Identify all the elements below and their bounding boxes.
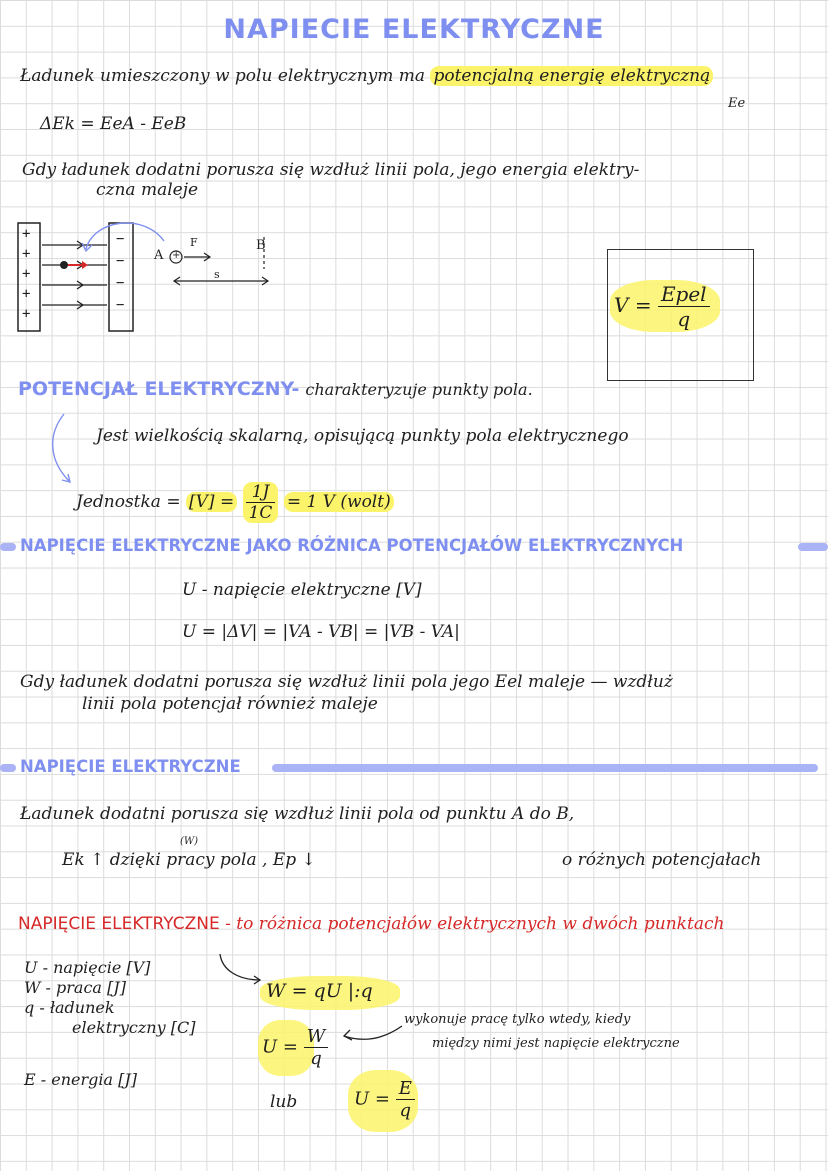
note-arrow: [336, 1018, 406, 1048]
section3-text-3: o różnych potencjałach: [562, 850, 762, 870]
section2-bar-left: [0, 543, 16, 551]
definition-heading: NAPIĘCIE ELEKTRYCZNE: [18, 914, 220, 934]
force-label: F: [190, 236, 198, 249]
intro-line-1: [20, 66, 713, 86]
definition-row: [18, 914, 724, 934]
unit-label: Jednostka =: [76, 492, 181, 512]
curved-arrow: [44, 410, 84, 490]
potential-description: Jest wielkością skalarną, opisującą punkty pola elektrycznego: [96, 426, 629, 446]
minus-signs: − − − −: [116, 231, 125, 313]
unit-result: = 1 V (wolt): [284, 492, 394, 512]
section3-text-2: Ek ↑ dzięki pracy pola , Ep ↓: [62, 850, 316, 870]
unit-row: [76, 482, 394, 523]
section2-text-1: Gdy ładunek dodatni porusza się wzdłuż linii pola jego Eel maleje — wzdłuż: [20, 672, 673, 692]
section3-bar-left: [0, 764, 16, 772]
potential-heading: POTENCJAŁ ELEKTRYCZNY-: [18, 378, 300, 400]
section2-text-2: linii pola potencjał również maleje: [82, 694, 378, 714]
note-line-1: wykonuje pracę tylko wtedy, kiedy: [404, 1012, 631, 1027]
page-title: NAPIECIE ELEKTRYCZNE: [223, 14, 605, 45]
point-b-label: B: [256, 238, 266, 253]
unit-bracket: [V] =: [186, 492, 237, 512]
point-a-label: A: [154, 248, 164, 263]
intro-highlight: potencjalną energię elektryczną: [430, 66, 713, 86]
u-formula: U = |ΔV| = |VA - VB| = |VB - VA|: [182, 622, 460, 642]
potential-heading-row: [18, 378, 533, 400]
field-lines: [42, 241, 107, 309]
intro-line-2b: czna maleje: [96, 180, 199, 200]
definition-text: - to różnica potencjałów elektrycznych w dwóch punktach: [225, 914, 725, 934]
legend-q1: q - ładunek: [24, 998, 115, 1017]
formula-fraction: $\frac{\text{Epel}}{q}$: [658, 282, 710, 331]
unit-fraction: $\frac{1J}{1C}$: [243, 482, 279, 523]
legend-q-unit: [C]: [170, 1018, 196, 1037]
red-force-arrow: [82, 261, 88, 269]
section2-bar-right: [798, 543, 828, 551]
u-e-formula: U = $\frac{E}{q}$: [354, 1078, 415, 1121]
formula-eq: =: [634, 293, 652, 317]
section2-heading: NAPIĘCIE ELEKTRYCZNE JAKO RÓŻNICA POTENCJAŁÓW ELEKTRYCZNYCH: [20, 536, 684, 555]
section3-heading: NAPIĘCIE ELEKTRYCZNE: [20, 757, 241, 776]
legend-u: U - napięcie [V]: [24, 958, 151, 977]
legend: [24, 958, 195, 1038]
section3-text-1: Ładunek dodatni porusza się wzdłuż linii pola od punktu A do B,: [20, 804, 575, 824]
or-label: lub: [270, 1092, 298, 1112]
potential-formula: [614, 282, 710, 331]
formula-lhs: V: [614, 293, 629, 317]
plus-signs: + + + + +: [22, 226, 31, 322]
plus-charge-label: +: [172, 250, 181, 261]
u-w-formula: U = $\frac{W}{q}$: [262, 1026, 328, 1069]
ee-label: Ee: [728, 96, 746, 111]
capacitor-diagram: [14, 205, 304, 340]
legend-e: E - energia [J]: [24, 1070, 138, 1089]
intro-text-1: Ładunek umieszczony w polu elektrycznym ma: [20, 66, 426, 86]
intro-line-2: Gdy ładunek dodatni porusza się wzdłuż linii pola, jego energia elektry-: [22, 160, 640, 180]
potential-heading-rest: charakteryzuje punkty pola.: [305, 380, 533, 399]
distance-label: s: [214, 268, 220, 281]
section3-bar-right: [272, 764, 818, 772]
charge-dot: [60, 261, 68, 269]
legend-w: W - praca [J]: [24, 978, 126, 997]
note-line-2: między nimi jest napięcie elektryczne: [432, 1036, 680, 1051]
w-small-label: (W): [180, 836, 199, 847]
legend-q2: elektryczny [C]: [72, 1018, 196, 1037]
w-formula: W = qU |:q: [266, 980, 373, 1002]
delta-ek-formula: ΔEk = EeA - EeB: [40, 114, 187, 134]
u-definition: U - napięcie elektryczne [V]: [182, 580, 422, 600]
